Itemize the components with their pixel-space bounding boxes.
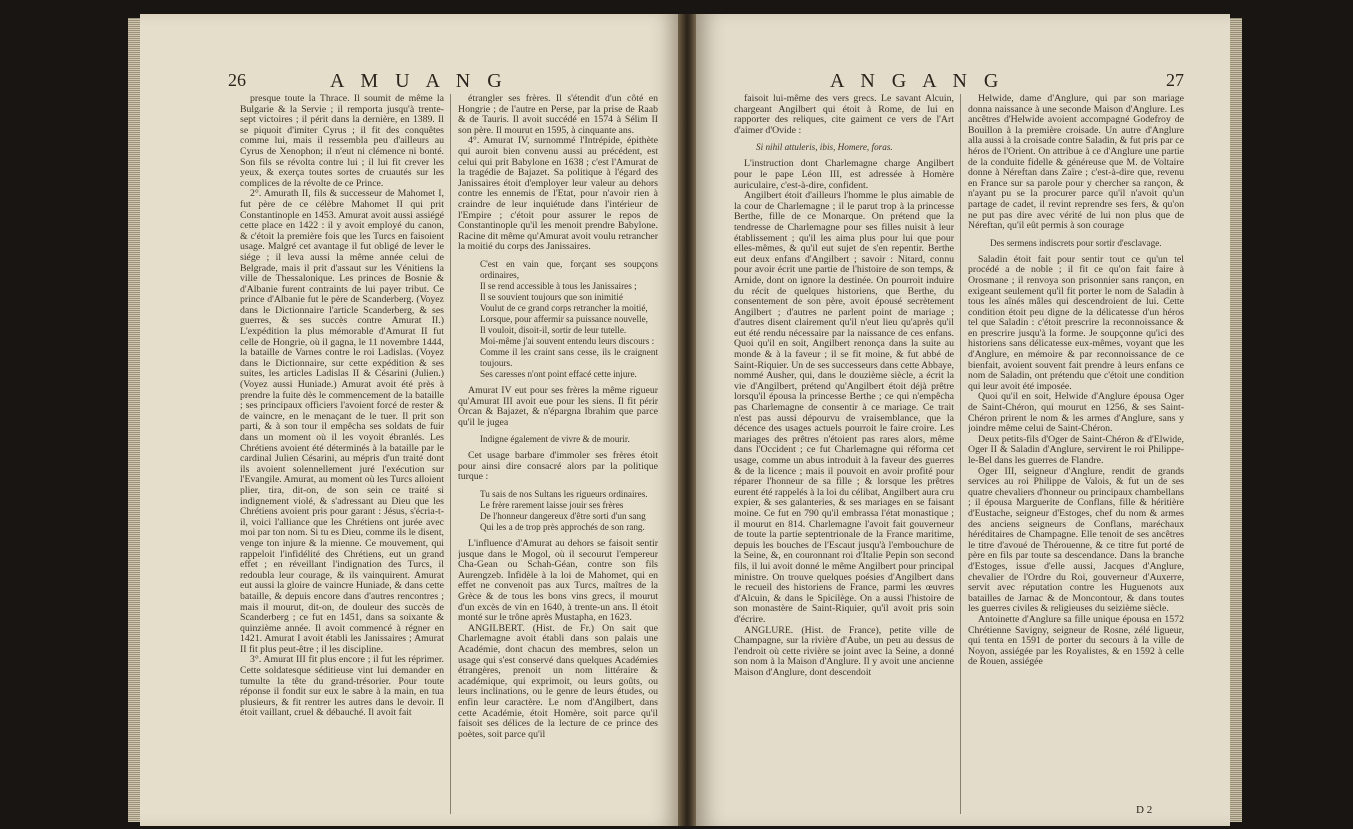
paragraph: Amurat IV eut pour ses frères la même rigueur qu'Amurat III avoit eue pour les siens. Il fit périr Orcan & Bajazet, & n'épargna Ibrahim que parce qu'il le jugea — [458, 384, 658, 428]
paragraph: L'instruction dont Charlemagne charge Angilbert pour le pape Léon III, est adressée à Homère auriculaire, c'est-à-dire, confident. — [734, 158, 954, 191]
signature-mark: D 2 — [1136, 804, 1153, 816]
verse-quote: Tu sais de nos Sultans les rigueurs ordinaires. Le frère rarement laisse jouir ses frères De l'honneur dangereux d'être sorti d'un sang Qui les a de trop près approchés de son rang. — [480, 489, 648, 533]
page-number: 26 — [228, 70, 246, 90]
paragraph: Oger III, seigneur d'Anglure, rendit de grands services au roi Philippe de Valois, & fut un de ses quatre chevaliers d'honneur ou principaux chambellans ; il épousa Marguerite de Conflans, fille & héritière d'Eustache, seigneur d'Estoges, chef du nom & armes des anciens seigneurs de Conflans, maréchaux héréditaires de Champagne. Elle tenoit de ses ancêtres le titre d'avoué de Thérouenne, & ce titre fut porté de père en fils par toute sa descendance. Dans la branche d'Estoges, issue d'elle aussi, Jacques d'Anglure, chevalier de l'Ordre du Roi, gouverneur d'Auxerre, servit avec réputation contre les Huguenots aux batailles de Jarnac & de Moncontour, & dans toutes les guerres civiles & religieuses du seizième siècle. — [968, 465, 1184, 615]
paragraph: Quoi qu'il en soit, Helwide d'Anglure épousa Oger de Saint-Chéron, qui mourut en 1256, & ses Saint-Chéron prirent le nom & les armes d'Anglure, sans y joindre même celui de Saint-Chéron. — [968, 391, 1184, 435]
verse-quote: Indigne également de vivre & de mourir. — [480, 434, 630, 445]
text-column-1 — [734, 94, 954, 819]
paragraph: Antoinette d'Anglure sa fille unique épousa en 1572 Chrétienne Savigny, seigneur de Rosne, zélé ligueur, qui tenta en 1591 de porter du secours à la ville de Noyon, assiégée par les Royalistes, & en 1592 à celle de Rouen, assiégée — [968, 613, 1184, 668]
page-number: 27 — [1166, 70, 1184, 90]
running-head: A N G A N G — [830, 70, 1005, 92]
paragraph: ANGILBERT. (Hist. de Fr.) On sait que Charlemagne avoit établi dans son palais une Académie, dont chacun des membres, selon un usage qui s'est conservé dans quelques Académies étrangères, prenoit un nom littéraire & académique, qui exprimoit, ou leurs goûts, ou leurs inclinations, ou le genre de leurs études, ou enfin leur caractère. Le nom d'Angilbert, dans cette Académie, étoit Homère, soit parce qu'il faisoit ses délices de la lecture de ce prince des poètes, soit parce qu'il — [458, 622, 658, 740]
paragraph: presque toute la Thrace. Il soumit de même la Bulgarie & la Servie ; il remporta jusqu'à trente-sept victoires ; il périt dans la dernière, en 1389. Il se piquoit d'imiter Cyrus ; il fit des conquêtes comme lui, mais il ressembla peu d'ailleurs au Cyrus de Xenophon; il n'eut ni clémence ni bonté. Son fils se révolta contre lui ; il lui fit crever les yeux, & exerça toutes sortes de cruautés sur les complices de la révolte de ce Prince. — [240, 94, 444, 189]
paragraph: 4°. Amurat IV, surnommé l'Intrépide, épithète qui auroit bien convenu aussi au précédent, est celui qui prit Babylone en 1638 ; c'est l'Amurat de la tragédie de Bajazet. Sa politique à l'égard des Janissaires étoit d'employer leur valeur au dehors contre les ennemis de l'Etat, pour n'avoir rien à craindre de leur inquiétude dans l'intérieur de l'Empire ; c'étoit pour assurer le repos de Constantinople qu'il les menoit prendre Babylone. Racine dit même qu'Amurat avoit voulu retrancher la moitié du corps des Janissaires. — [458, 135, 658, 253]
verse-quote: Des sermens indiscrets pour sortir d'esclavage. — [990, 237, 1162, 248]
page-edges-left — [128, 18, 140, 822]
paragraph: Deux petits-fils d'Oger de Saint-Chéron & d'Elwide, Oger II & Saladin d'Anglure, servirent le roi Philippe-le-Bel dans les guerres de Flandre. — [968, 433, 1184, 466]
running-head: A M U A N G — [330, 70, 508, 92]
column-rule — [450, 94, 451, 814]
column-rule — [960, 94, 961, 814]
text-column-2 — [968, 94, 1184, 794]
verse-quote: C'est en vain que, forçant ses soupçons ordinaires, Il se rend accessible à tous les Janissaires ; Il se souvient toujours que son inimitié Voulut de ce grand corps retrancher la moitié, Lorsque, pour affermir sa puissance nouvelle, Il vouloit, disoit-il, sortir de leur tutelle. Moi-même j'ai souvent entendu leurs discours : Comme il les craint sans cesse, ils le craignent toujours. Ses caresses n'ont point effacé cette injure. — [480, 258, 658, 379]
paragraph: Angilbert étoit d'ailleurs l'homme le plus aimable de la cour de Charlemagne ; il le parut trop à la princesse Berthe, fille de ce Monarque. On prétend que la tendresse de Charlemagne pour ses filles nuisit à leur établissement ; qu'il les aima plus pour lui que pour elles-mêmes, & qu'il eut sujet de s'en repentir. Berthe eut deux enfans d'Angilbert ; savoir : Nitard, connu pour avoir écrit une partie de l'histoire de son temps, & Arnide, dont on ignore la destinée. On pourroit induire du récit de quelques historiens, que Berthe, du consentement de son père, avoit épousé secrètement Angilbert ; d'autres ne parlent point de mariage ; d'autres disent clairement qu'il n'eut lieu qu'après qu'il eut été rendu nécessaire par la naissance de ces enfans. Quoi qu'il en soit, Angilbert renonça dans la suite au monde & à la faveur ; il se fit moine, & fut abbé de Saint-Riquier. Un de ses successeurs dans cette Abbaye, nommé Ausher, qui, dans le douzième siècle, a écrit la vie d'Angilbert, prétend qu'Angilbert étoit déjà prêtre lorsqu'il épousa la princesse Berthe ; ce qui n'empêcha pas Charlemagne de consentir à ce mariage. Ce trait n'est pas aussi dépourvu de vraisemblance, que la décence des usages actuels pourroit le faire croire. Les mariages des prêtres n'étoient pas rares alors, même dans l'Occident ; ce fut Charlemagne qui réforma cet usage, comme un abus introduit à la faveur des guerres & de la licence ; mais il pouvoit en avoir profité pour réparer l'honneur de sa fille ; & lorsque les prêtres eurent été rappelés à la loi du célibat, Angilbert aura cru expier, & ses galanteries, & ses mariages en se faisant moine. Ce fut en 790 qu'il embrassa l'état monastique ; il mourut en 814. Charlemagne l'avoit fait gouverneur de toute la partie septentrionale de la France maritime, depuis les bouches de l'Escaut jusqu'à l'embouchure de la Seine, &, en couronnant roi d'Italie Pepin son second fils, il lui avoit donné le même Angilbert pour principal ministre. On trouve quelques poésies d'Angilbert dans le recueil des historiens de France, parmi les œuvres d'Alcuin, & dans le Spicilège. On a aussi l'histoire de son monastère de Saint-Riquier, qu'il avoit pris soin d'écrire. — [734, 190, 954, 625]
paragraph: faisoit lui-même des vers grecs. Le savant Alcuin, chargeant Angilbert qui étoit à Rome, de lui en rapporter des reliques, cite gaiment ce vers de l'Art d'aimer d'Ovide : — [734, 94, 954, 136]
text-column-2 — [458, 94, 658, 819]
paragraph: 2°. Amurath II, fils & successeur de Mahomet I, fut père de ce célèbre Mahomet II qui prit Constantinople en 1453. Amurat avoit aussi assiégé cette place en 1422 : il y avoit employé du canon, & c'étoit la première fois que les Turcs en faisoient usage. Malgré cet avantage il fut obligé de lever le siége ; il leva aussi la même année celui de Belgrade, mais il prit d'assaut sur les Vénitiens la ville de Thessalonique. Les princes de Bosnie & d'Albanie furent contraints de lui payer tribut. Ce prince d'Albanie fut le père de Scanderberg. (Voyez dans le Dictionnaire l'article Scanderberg, & ses guerres, & ses succès contre Amurat II.) L'expédition la plus mémorable d'Amurat II fut celle de Hongrie, où il gagna, le 11 novembre 1444, la bataille de Varnes contre le roi Ladislas. (Voyez dans le Dictionnaire, sur cette expédition & ses suites, les articles Ladislas II & Césarini (Julien.) (Voyez aussi Huniade.) Amurat avoit été près à prendre la fuite dès le commencement de la bataille ; ses principaux officiers l'avoient forcé de rester & de vaincre, en le menaçant de le tuer. Il prit son parti, & à son tour il empêcha ses soldats de fuir dans un moment où il les voyoit ébranlés. Les Chrétiens avoient été déterminés à la bataille par le cardinal Julien Césarini, au mépris d'un traité dont ils avoient solennellement juré l'exécution sur l'Evangile. Amurat, au moment où les Turcs alloient plier, tira, dit-on, de son sein ce traité si indignement violé, & s'adressant au Dieu que les Chrétiens avoient pris pour garant : Jésus, s'écria-t-il, voici l'alliance que les Chrétiens ont jurée avec moi par ton nom. Si tu es Dieu, comme ils le disent, venge ton injure & la mienne. Ce mouvement, qui rappeloit l'infidélité des Chrétiens, eut un grand effet ; en réveillant l'indignation des Turcs, il redoubla leur courage, & ils vainquirent. Amurat eut aussi la gloire de vaincre Huniade, & dans cette bataille, & depuis encore dans d'autres rencontres ; mais il mourut, dit-on, de douleur des succès de Scanderberg ; ce fut en 1451, dans sa soixante & quinzième année. Il avoit commencé à régner en 1421. Amurat I avoit établi les Janissaires ; Amurat II fit plus peut-être ; il les discipline. — [240, 188, 444, 655]
page-edges-right — [1230, 18, 1242, 822]
paragraph: L'influence d'Amurat au dehors se faisoit sentir jusque dans le Mogol, où il secourut l'empereur Cha-Gean ou Schah-Géan, contre son fils Aurengzeb. Infidèle à la loi de Mahomet, qui en effet ne convenoit pas aux Turcs, maîtres de la Grèce & de tous les bons vins grecs, il mourut d'un excès de vin en 1640, à trente-un ans. Il étoit monté sur le trône après Mustapha, en 1623. — [458, 538, 658, 624]
paragraph: Saladin étoit fait pour sentir tout ce qu'un tel procédé a de noble ; il fit ce qu'on fait faire à Orosmane ; il renvoya son prisonnier sans rançon, en exigeant seulement qu'il fit porter le nom de Saladin à tous les aînés mâles qui descendroient de lui. Cette condition étoit peu digne de la délicatesse d'un héros tel que Saladin : c'étoit prescrire la reconnoissance & en prescrire jusqu'à la forme. Je soupçonne qu'ici des historiens sans délicatesse eux-mêmes, voyant que les d'Anglure, en mémoire & par reconnoissance de ce bienfait, avoient souvent fait prendre à leurs enfans ce nom de Saladin, ont prétendu que c'étoit une condition qui leur avoit été imposée. — [968, 253, 1184, 392]
right-page — [696, 14, 1230, 826]
paragraph: Helwide, dame d'Anglure, qui par son mariage donna naissance à une seconde Maison d'Anglure. Les ancêtres d'Helwide avoient accompagné Godefroy de Bouillon à la première croisade. Un autre d'Anglure alla aussi à la croisade contre Saladin, & fut pris par ce héros de l'Orient. On attribue à ce d'Anglure une partie de la conduite fidelle & généreuse que M. de Voltaire donne à Néreftan dans Zaïre ; c'est-à-dire que, revenu en France sur sa parole pour y chercher sa rançon, & n'ayant pu se la procurer parce qu'il n'avoit qu'un partage de cadet, il revint reprendre ses fers, & qu'on ne put pas dire avec vérité de lui non plus que de Néreftan, qu'il eût permis à son courage — [968, 94, 1184, 232]
paragraph: 3°. Amurat III fit plus encore ; il fut les réprimer. Cette soldatesque séditieuse vint lui demander en tumulte la tête du grand-trésorier. Pour toute réponse il fondit sur eux le sabre à la main, en tua plusieurs, & fit rentrer les autres dans le devoir. Il étoit vaillant, cruel & débauché. Il avoit fait — [240, 654, 444, 719]
text-column-1 — [240, 94, 444, 819]
paragraph: étrangler ses frères. Il s'étendit d'un côté en Hongrie ; de l'autre en Perse, par la prise de Raab & de Tauris. Il avoit succédé en 1574 à Sélim II son père. Il mourut en 1595, à cinquante ans. — [458, 94, 658, 136]
paragraph: ANGLURE. (Hist. de France), petite ville de Champagne, sur la rivière d'Aube, un peu au dessus de l'endroit où cette rivière se joint avec la Seine, a donné son nom à la Maison d'Anglure. Il y avoit une ancienne Maison d'Anglure, dont descendoit — [734, 624, 954, 678]
verse-quote: Si nihil attuleris, ibis, Homere, foras. — [756, 142, 893, 153]
paragraph: Cet usage barbare d'immoler ses frères étoit pour ainsi dire consacré alors par la politique turque : — [458, 450, 658, 483]
left-page — [140, 14, 680, 826]
book-gutter — [678, 14, 698, 826]
